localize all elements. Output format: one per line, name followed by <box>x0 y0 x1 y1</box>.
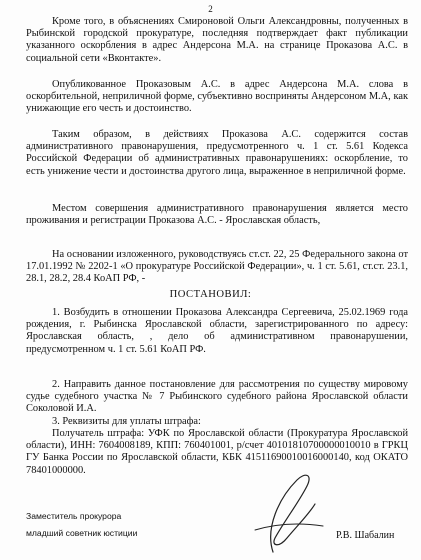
signatory-position: Заместитель прокурора <box>26 511 122 521</box>
resolution-title: ПОСТАНОВИЛ: <box>169 289 252 300</box>
paragraph-offense-composition: Таким образом, в действиях Проказова А.С. содержится состав административного правонарушения, предусмотренного ч. 1 ст. 5.61 Кодекса Российской Федерации об административных правонарушениях: оскорбление, то есть унижение чести и достоинства другого лица, выраженное в неприличной форме. <box>26 129 408 177</box>
signatory-name: Р.В. Шабалин <box>336 530 395 541</box>
signatory-rank: младший советник юстиции <box>26 528 138 538</box>
resolution-item-2: 2. Направить данное постановление для рассмотрения по существу мировому судье судебного участка № 7 Рыбинского судебного района Ярославской области Соколовой И.А. <box>26 379 408 415</box>
resolution-item-1: 1. Возбудить в отношении Проказова Александра Сергеевича, 25.02.1969 года рождения, г. Рыбинска Ярославской области, зарегистрированного по адресу: Ярославская область, , дело об административном правонарушении, предусмотренном ч. 1 ст. 5.61 КоАП РФ. <box>26 307 408 355</box>
page-number: 2 <box>208 4 213 14</box>
paragraph-explanations: Кроме того, в объяснениях Смироновой Ольги Александровны, полученных в Рыбинской городской прокуратуре, последняя подтверждает факт публикации указанного оскорбления в адрес Андерсона М.А. на странице Проказова А.С. в социальной сети «Вконтакте». <box>26 16 408 64</box>
handwritten-signature-icon <box>235 468 335 558</box>
paragraph-published-words: Опубликованное Проказовым А.С. в адрес Андерсона М.А. слова в оскорбительной, неприличной форме, субъективно восприняты Андерсоном М.А, как унижающие его честь и достоинство. <box>26 79 408 115</box>
paragraph-place-of-offense: Местом совершения административного правонарушения является место проживания и регистрации Проказова А.С. - Ярославская область, <box>26 203 408 227</box>
payment-details: Получатель штрафа: УФК по Ярославской области (Прокуратура Ярославской области), ИНН: 7604008189, КПП: 760401001, р/счет 40101810700000010010 в ГРКЦ ГУ Банка России по Ярославской области, КБК 41511690010016000140, код ОКАТО 78401000000. <box>26 428 408 476</box>
paragraph-legal-basis: На основании изложенного, руководствуясь ст.ст. 22, 25 Федерального закона от 17.01.1992 № 2202-1 «О прокуратуре Российской Федерации», ч. 1 ст. 5.61, ст.ст. 23.1, 28.1, 28.2, 28.4 КоАП РФ, - <box>26 249 408 285</box>
resolution-item-3: 3. Реквизиты для уплаты штрафа: <box>52 416 201 427</box>
